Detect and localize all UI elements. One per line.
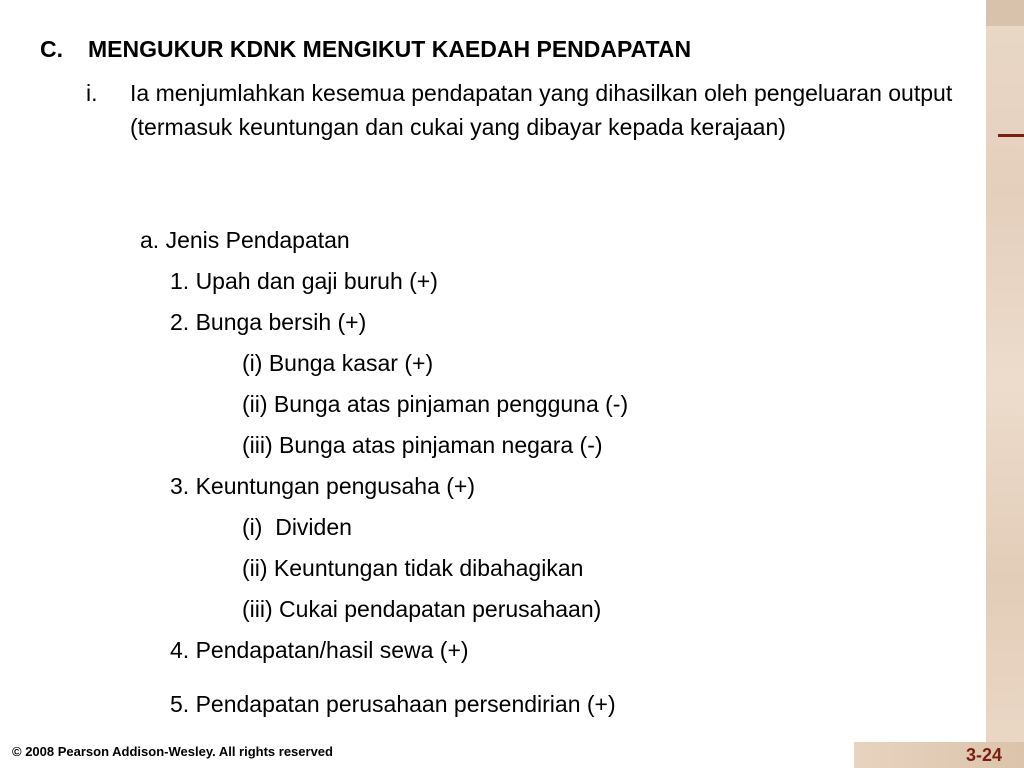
decorative-side-strip-top (986, 0, 1024, 26)
accent-line (998, 134, 1024, 137)
list-item-3: 3. Keuntungan pengusaha (+) (170, 473, 475, 499)
list-item-2-sub-1: (i) Bunga kasar (+) (242, 350, 434, 376)
list-item-3-sub-2: (ii) Keuntungan tidak dibahagikan (242, 555, 584, 581)
heading-title: MENGUKUR KDNK MENGIKUT KAEDAH PENDAPATAN (88, 36, 692, 62)
list-item-2-sub-2: (ii) Bunga atas pinjaman pengguna (-) (242, 391, 629, 417)
list-item-1: 1. Upah dan gaji buruh (+) (170, 268, 438, 294)
footer-copyright: © 2008 Pearson Addison-Wesley. All rights reserved (12, 744, 333, 759)
list-item-5: 5. Pendapatan perusahaan persendirian (+) (170, 691, 616, 717)
list-item-3-sub-1: (i) Dividen (242, 514, 352, 540)
subpoint-marker: i. (86, 80, 98, 106)
slide-heading (40, 34, 691, 64)
subpoint-text: Ia menjumlahkan kesemua pendapatan yang dihasilkan oleh pengeluaran output (termasuk keuntungan dan cukai yang dibayar kepada kerajaan) (130, 80, 953, 140)
list-item-2: 2. Bunga bersih (+) (170, 309, 367, 335)
slide-number: 3-24 (966, 745, 1003, 765)
list-item-4: 4. Pendapatan/hasil sewa (+) (170, 637, 469, 663)
decorative-side-strip (986, 0, 1024, 768)
heading-letter: C. (40, 36, 63, 62)
list-item-3-sub-3: (iii) Cukai pendapatan perusahaan) (242, 596, 602, 622)
list-item-2-sub-3: (iii) Bunga atas pinjaman negara (-) (242, 432, 603, 458)
list-section-title: a. Jenis Pendapatan (140, 227, 350, 253)
